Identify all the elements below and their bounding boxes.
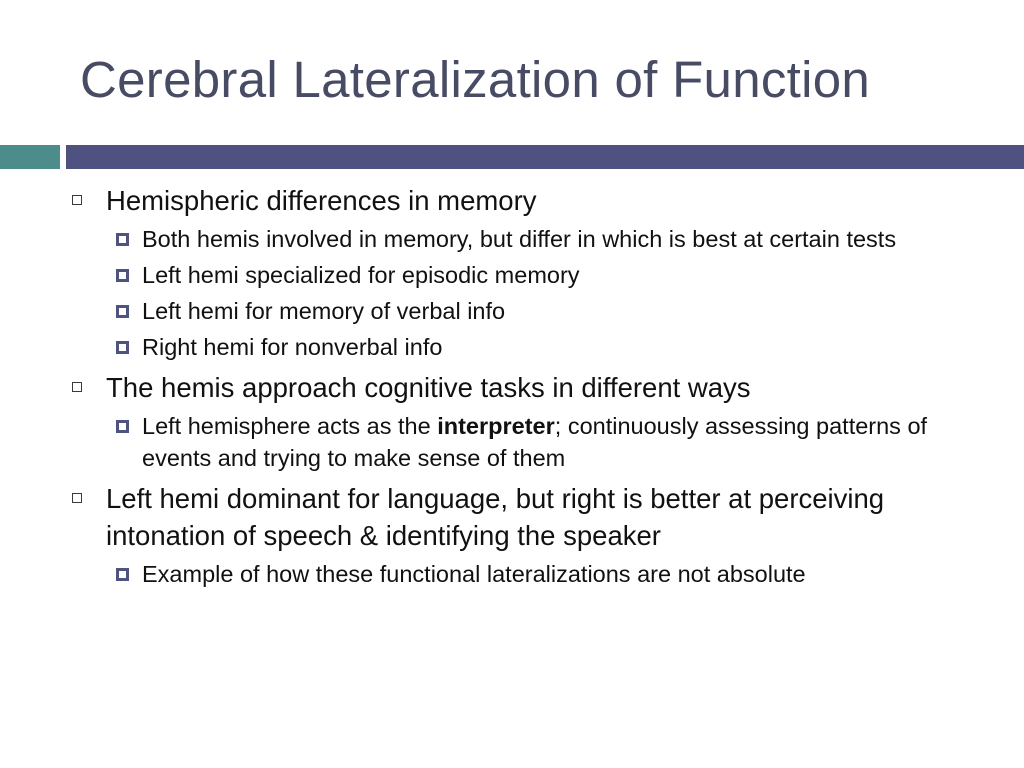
title-accent-bar-navy	[66, 145, 1024, 169]
bullet-level1	[70, 182, 1000, 219]
hollow-square-bullet-icon	[72, 195, 82, 205]
sub-bullet-text-after: ; continuously assessing patterns of events and trying to make sense of them	[142, 413, 928, 471]
sub-bullet-text: Left hemi for memory of verbal info	[142, 298, 506, 324]
sub-bullet-list	[70, 558, 1000, 590]
bullet-text: Hemispheric differences in memory	[106, 185, 537, 216]
square-bullet-icon	[116, 233, 129, 246]
slide-body	[70, 180, 1000, 590]
square-bullet-icon	[116, 269, 129, 282]
bullet-level2	[70, 223, 1000, 255]
slide-title: Cerebral Lateralization of Function	[80, 51, 871, 108]
square-bullet-icon	[116, 341, 129, 354]
sub-bullet-list	[70, 223, 1000, 363]
title-accent-bar-teal	[0, 145, 60, 169]
bullet-level2	[70, 558, 1000, 590]
hollow-square-bullet-icon	[72, 382, 82, 392]
sub-bullet-text: Left hemi specialized for episodic memory	[142, 262, 580, 288]
square-bullet-icon	[116, 568, 129, 581]
sub-bullet-text: Right hemi for nonverbal info	[142, 334, 443, 360]
square-bullet-icon	[116, 305, 129, 318]
bullet-level2	[70, 295, 1000, 327]
hollow-square-bullet-icon	[72, 493, 82, 503]
sub-bullet-text-before: Left hemisphere acts as the	[142, 413, 438, 439]
bullet-level1	[70, 369, 1000, 406]
bullet-level1	[70, 480, 1000, 554]
bullet-level2	[70, 259, 1000, 291]
bullet-text: Left hemi dominant for language, but right is better at perceiving intonation of speech & identifying the speaker	[106, 483, 885, 551]
sub-bullet-text: Example of how these functional lateralizations are not absolute	[142, 561, 806, 587]
bullet-level2	[70, 410, 1000, 474]
sub-bullet-bold-term: interpreter	[437, 413, 555, 439]
sub-bullet-list	[70, 410, 1000, 474]
bullet-text: The hemis approach cognitive tasks in different ways	[106, 372, 751, 403]
square-bullet-icon	[116, 420, 129, 433]
sub-bullet-text: Both hemis involved in memory, but differ in which is best at certain tests	[142, 226, 897, 252]
bullet-level2	[70, 331, 1000, 363]
